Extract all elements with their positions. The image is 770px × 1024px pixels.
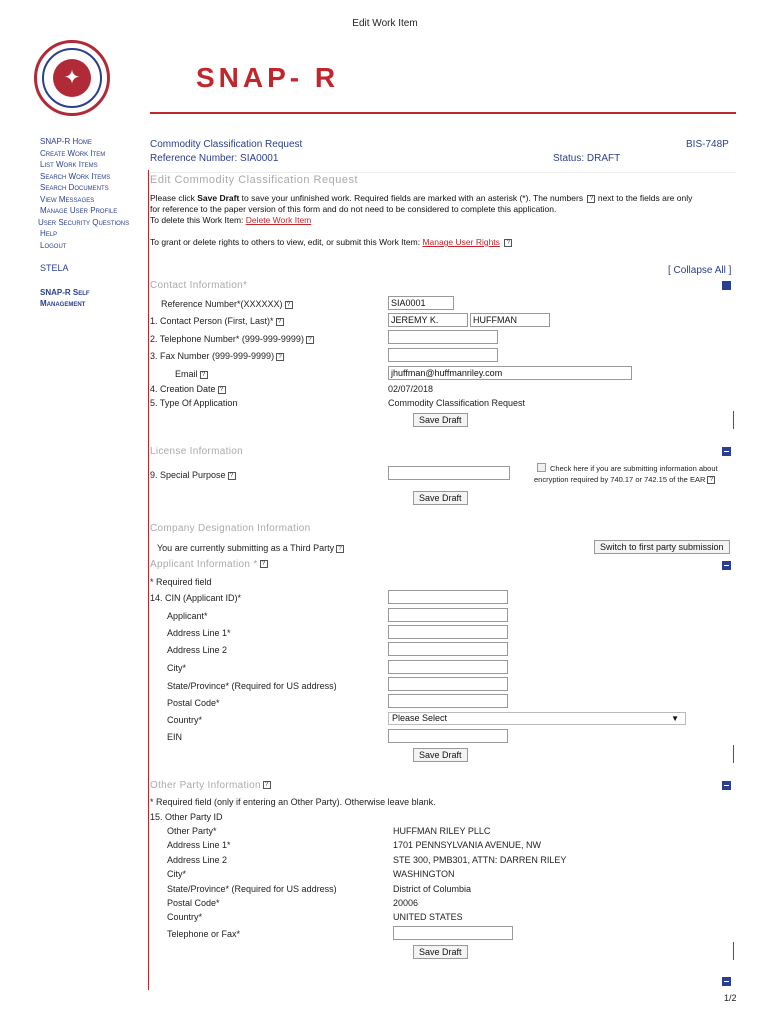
- other-party-collapse-toggle[interactable]: [722, 781, 731, 790]
- other-party-name-value: HUFFMAN RILEY PLLC: [393, 826, 491, 836]
- license-section-heading: License Information: [150, 446, 243, 457]
- sidebar-item-search-documents[interactable]: Search Documents: [40, 183, 109, 192]
- help-icon[interactable]: ?: [336, 545, 344, 553]
- special-purpose-label: 9. Special Purpose ?: [150, 470, 236, 480]
- special-purpose-input[interactable]: [388, 466, 510, 480]
- state-input[interactable]: [388, 677, 508, 691]
- app-title: SNAP- R: [196, 62, 340, 93]
- other-party-address2-label: Address Line 2: [167, 855, 228, 865]
- application-type-value: Commodity Classification Request: [388, 398, 526, 408]
- section-marker: [733, 745, 734, 763]
- encryption-note-line2: encryption required by 740.17 or 742.15 of the EAR ?: [534, 475, 715, 485]
- contact-section-heading: Contact Information*: [150, 280, 248, 291]
- page-title: Edit Work Item: [352, 18, 418, 29]
- applicant-collapse-toggle[interactable]: [722, 561, 731, 570]
- help-icon[interactable]: ?: [707, 476, 715, 484]
- applicant-input[interactable]: [388, 608, 508, 622]
- country-label: Country*: [167, 715, 203, 725]
- email-label: Email ?: [175, 369, 208, 379]
- address-line2-label: Address Line 2: [167, 645, 228, 655]
- ein-label: EIN: [167, 732, 183, 742]
- sidebar-item-user-security-questions[interactable]: User Security Questions: [38, 217, 130, 227]
- page-number: 1/2: [724, 993, 737, 1003]
- other-party-country-label: Country*: [167, 912, 203, 922]
- request-title: Commodity Classification Request: [150, 139, 303, 150]
- reference-number-input[interactable]: SIA0001: [388, 296, 454, 310]
- company-section-heading: Company Designation Information: [150, 523, 311, 534]
- other-party-city-value: WASHINGTON: [393, 869, 455, 879]
- department-seal-logo: [34, 40, 110, 116]
- help-icon[interactable]: ?: [276, 318, 284, 326]
- country-select[interactable]: [388, 712, 686, 725]
- telephone-label: 2. Telephone Number* (999-999-9999) ?: [150, 334, 314, 344]
- help-icon[interactable]: ?: [260, 560, 268, 568]
- instructions-line-3: To delete this Work Item: Delete Work Item: [150, 215, 312, 225]
- postal-code-input[interactable]: [388, 694, 508, 708]
- content-left-rule: [148, 170, 149, 990]
- other-party-state-label: State/Province* (Required for US address): [167, 884, 337, 894]
- sidebar-item-self-management[interactable]: [40, 287, 146, 310]
- reference-number-label: Reference Number*(XXXXXX) ?: [161, 299, 293, 309]
- help-icon[interactable]: ?: [306, 336, 314, 344]
- other-party-required-note: * Required field (only if entering an Other Party). Otherwise leave blank.: [150, 797, 436, 807]
- other-party-state-value: District of Columbia: [393, 884, 472, 894]
- other-party-address1-label: Address Line 1*: [167, 840, 231, 850]
- city-input[interactable]: [388, 660, 508, 674]
- instructions-line-2: for reference to the paper version of this form and do not need to be considered to complete this application.: [150, 204, 557, 214]
- other-party-name-label: Other Party*: [167, 826, 217, 836]
- collapse-all-link[interactable]: [ Collapse All ]: [668, 265, 732, 276]
- save-draft-button[interactable]: Save Draft: [413, 491, 468, 505]
- other-party-city-label: City*: [167, 869, 187, 879]
- self-management-line2: Management: [40, 299, 86, 308]
- chevron-down-icon: ▼: [671, 714, 679, 723]
- grant-rights-line: To grant or delete rights to others to view, edit, or submit this Work Item: Manage User Rights ?: [150, 237, 512, 248]
- cin-label: 14. CIN (Applicant ID)*: [150, 593, 242, 603]
- help-icon[interactable]: ?: [587, 195, 595, 203]
- section-collapse-toggle[interactable]: [722, 977, 731, 986]
- section-marker: [733, 942, 734, 960]
- sidebar-nav: [40, 136, 146, 310]
- edit-heading: Edit Commodity Classification Request: [150, 174, 359, 186]
- state-label: State/Province* (Required for US address): [167, 681, 337, 691]
- creation-date-label: 4. Creation Date ?: [150, 384, 226, 394]
- help-icon[interactable]: ?: [276, 353, 284, 361]
- help-icon[interactable]: ?: [504, 239, 512, 247]
- help-icon[interactable]: ?: [200, 371, 208, 379]
- other-party-section-heading: Other Party Information ?: [150, 780, 271, 791]
- help-icon[interactable]: ?: [263, 781, 271, 789]
- email-input[interactable]: jhuffman@huffmanriley.com: [388, 366, 632, 380]
- sidebar-item-manage-user-profile[interactable]: Manage User Profile: [40, 206, 118, 215]
- applicant-label: Applicant*: [167, 611, 208, 621]
- creation-date-value: 02/07/2018: [388, 384, 434, 394]
- postal-code-label: Postal Code*: [167, 698, 220, 708]
- help-icon[interactable]: ?: [285, 301, 293, 309]
- save-draft-button[interactable]: Save Draft: [413, 413, 468, 427]
- address-line1-input[interactable]: [388, 625, 508, 639]
- manage-user-rights-link[interactable]: Manage User Rights: [422, 237, 500, 247]
- sidebar-item-list-work-items[interactable]: List Work Items: [40, 160, 98, 169]
- help-icon[interactable]: ?: [228, 472, 236, 480]
- required-field-note: * Required field: [150, 577, 212, 587]
- form-code: BIS-748P: [686, 139, 729, 150]
- switch-first-party-button[interactable]: Switch to first party submission: [594, 540, 730, 554]
- sidebar-item-help[interactable]: Help: [40, 229, 58, 238]
- other-party-phone-label: Telephone or Fax*: [167, 929, 241, 939]
- encryption-checkbox[interactable]: [537, 463, 546, 472]
- header-divider: [150, 112, 736, 114]
- eagle-icon: ✦: [63, 67, 81, 89]
- reference-number: Reference Number: SIA0001: [150, 153, 279, 164]
- other-party-country-value: UNITED STATES: [393, 912, 463, 922]
- ein-input[interactable]: [388, 729, 508, 743]
- city-label: City*: [167, 663, 187, 673]
- application-type-label: 5. Type Of Application: [150, 398, 238, 408]
- help-icon[interactable]: ?: [218, 386, 226, 394]
- fax-label: 3. Fax Number (999-999-9999) ?: [150, 351, 284, 361]
- telephone-input[interactable]: [388, 330, 498, 344]
- address-line2-input[interactable]: [388, 642, 508, 656]
- other-party-postal-label: Postal Code*: [167, 898, 220, 908]
- last-name-input[interactable]: HUFFMAN: [470, 313, 550, 327]
- contact-collapse-toggle[interactable]: [722, 281, 731, 290]
- section-marker: [733, 411, 734, 429]
- sidebar-item-stela[interactable]: STELA: [40, 263, 69, 273]
- sidebar-item-logout[interactable]: Logout: [40, 240, 67, 250]
- status-badge: Status: DRAFT: [553, 153, 621, 164]
- address-line1-label: Address Line 1*: [167, 628, 231, 638]
- country-select-value: Please Select: [392, 713, 448, 723]
- sidebar-item-search-work-items[interactable]: Search Work Items: [40, 171, 111, 181]
- other-party-phone-input[interactable]: [393, 926, 513, 940]
- sidebar-item-create-work-item[interactable]: Create Work Item: [40, 148, 106, 158]
- other-party-address1-value: 1701 PENNSYLVANIA AVENUE, NW: [393, 840, 542, 850]
- self-management-line1: SNAP-R Self: [40, 287, 90, 297]
- contact-person-label: 1. Contact Person (First, Last)* ?: [150, 316, 284, 326]
- cin-input[interactable]: [388, 590, 508, 604]
- first-name-input[interactable]: JEREMY K.: [388, 313, 468, 327]
- other-party-id-label: 15. Other Party ID: [150, 812, 223, 822]
- other-party-address2-value: STE 300, PMB301, ATTN: DARREN RILEY: [393, 855, 567, 865]
- license-collapse-toggle[interactable]: [722, 447, 731, 456]
- fax-input[interactable]: [388, 348, 498, 362]
- other-party-postal-value: 20006: [393, 898, 419, 908]
- save-draft-button[interactable]: Save Draft: [413, 748, 468, 762]
- third-party-text: You are currently submitting as a Third Party ?: [157, 543, 344, 553]
- encryption-note-line1: Check here if you are submitting information about: [550, 464, 718, 473]
- applicant-section-heading: Applicant Information * ?: [150, 559, 268, 570]
- delete-work-item-link[interactable]: Delete Work Item: [245, 215, 312, 225]
- sidebar-item-view-messages[interactable]: View Messages: [40, 194, 95, 204]
- instructions-line-1: Please click Save Draft to save your unfinished work. Required fields are marked with an asterisk (*). The numbers ? next to the fields are only: [150, 193, 693, 203]
- sidebar-item-home[interactable]: SNAP-R Home: [40, 137, 92, 146]
- save-draft-button[interactable]: Save Draft: [413, 945, 468, 959]
